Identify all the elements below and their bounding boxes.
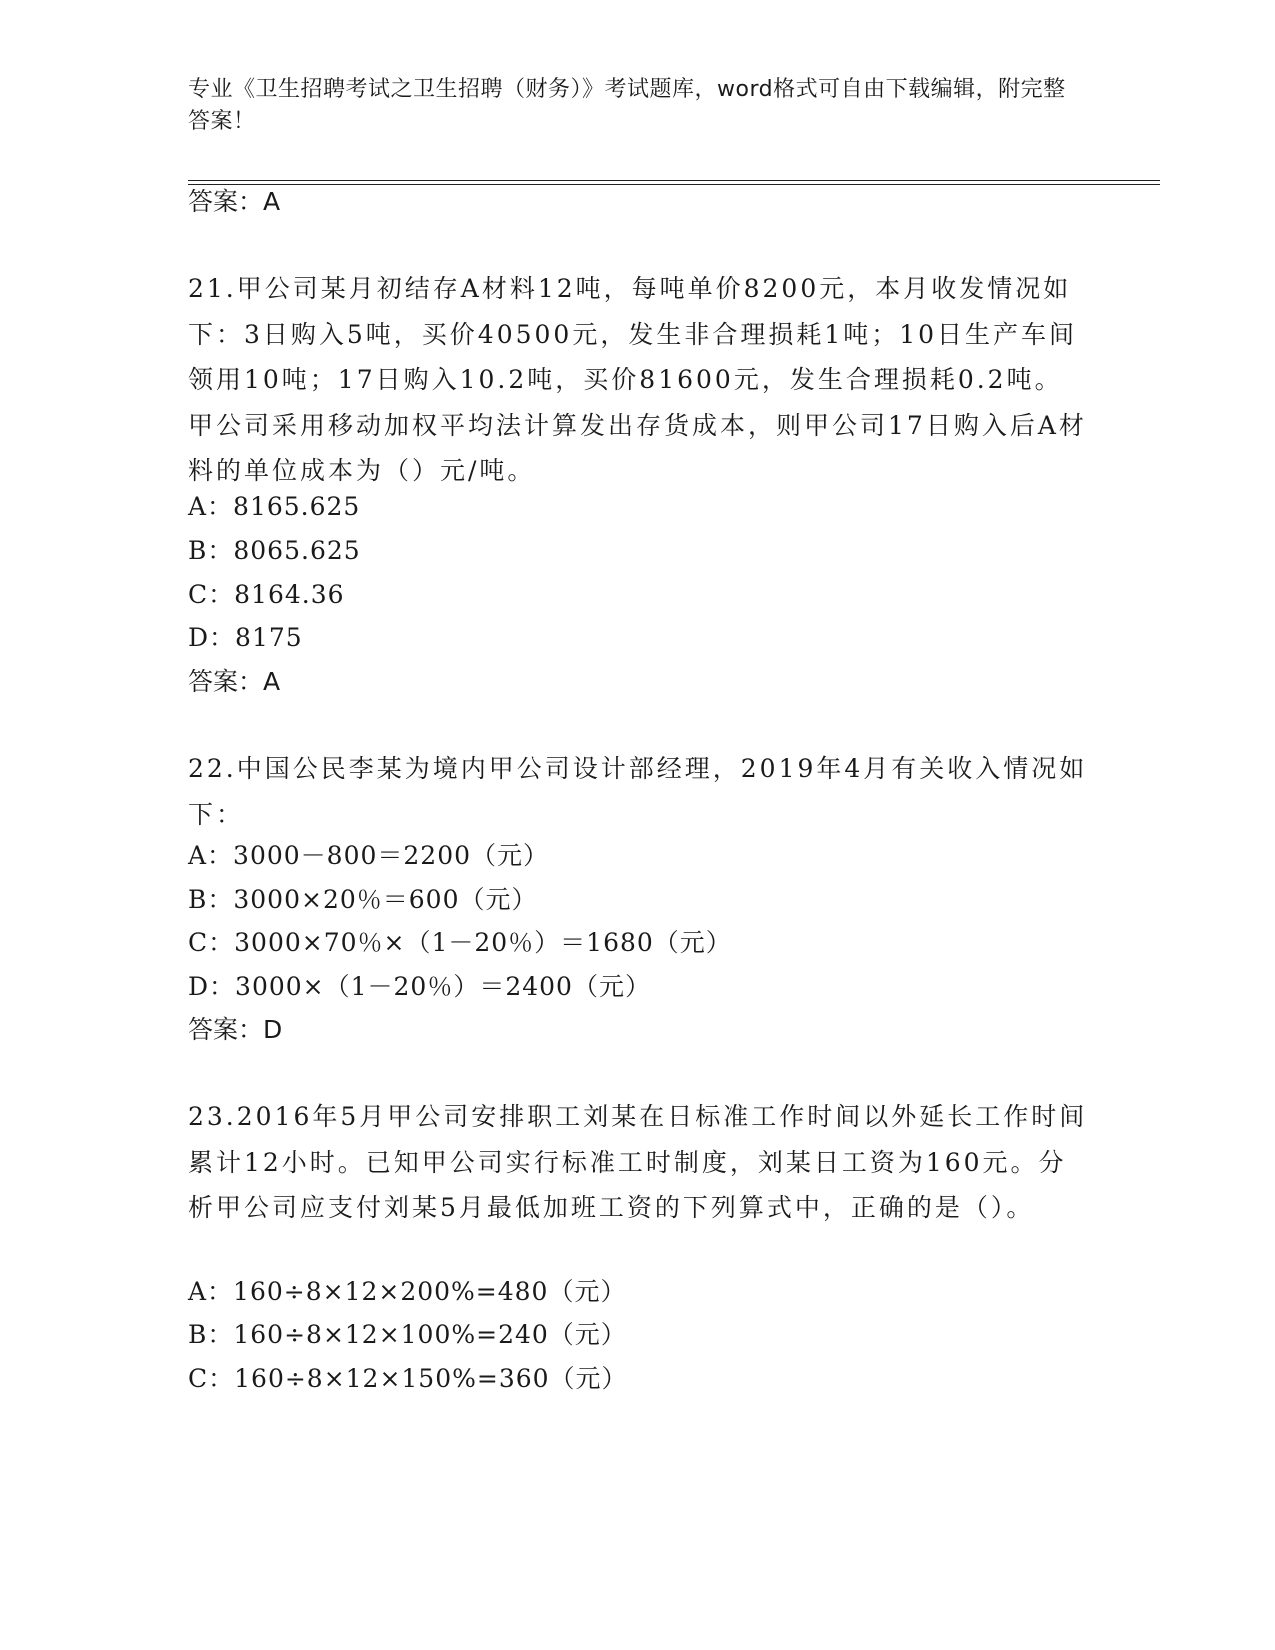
answer-20: 答案：A [188,187,281,216]
question-22-option-b: B：3000×20％＝600（元） [188,885,538,914]
question-22-stem: 22.中国公民李某为境内甲公司设计部经理，2019年4月有关收入情况如下： [188,754,1088,829]
question-23-option-c: C：160÷8×12×150%=360（元） [188,1364,628,1393]
question-21-stem: 21.甲公司某月初结存A材料12吨，每吨单价8200元，本月收发情况如下：3日购入5吨，买价40500元，发生非合理损耗1吨；10日生产车间领用10吨；17日购入10.2吨，买价81600元，发生合理损耗0.2吨。甲公司采用移动加权平均法计算发出存货成本，则甲公司17日购入后A材料的单位成本为（）元/吨。 [188,274,1087,485]
question-23-stem: 23.2016年5月甲公司安排职工刘某在日标准工作时间以外延长工作时间累计12小时。已知甲公司实行标准工时制度，刘某日工资为160元。分析甲公司应支付刘某5月最低加班工资的下列算式中，正确的是（）。 [188,1102,1088,1222]
question-23-option-b: B：160÷8×12×100%=240（元） [188,1320,627,1349]
header-divider-bottom [188,184,1160,185]
header-divider-top [188,180,1160,181]
question-21-option-d: D：8175 [188,623,303,652]
question-22-option-c: C：3000×70％×（1－20％）＝1680（元） [188,928,732,957]
document-header: 专业《卫生招聘考试之卫生招聘（财务）》考试题库，word格式可自由下载编辑，附完整答案！ [188,77,1066,134]
question-22-option-d: D：3000×（1－20％）＝2400（元） [188,972,651,1001]
question-22-option-a: A：3000－800＝2200（元） [188,841,550,870]
question-22-answer: 答案：D [188,1015,283,1044]
question-21-option-b: B：8065.625 [188,536,361,565]
question-21-answer: 答案：A [188,667,281,696]
question-21-option-a: A：8165.625 [188,492,361,521]
question-21-option-c: C：8164.36 [188,580,345,609]
question-23-option-a: A：160÷8×12×200%=480（元） [188,1277,627,1306]
